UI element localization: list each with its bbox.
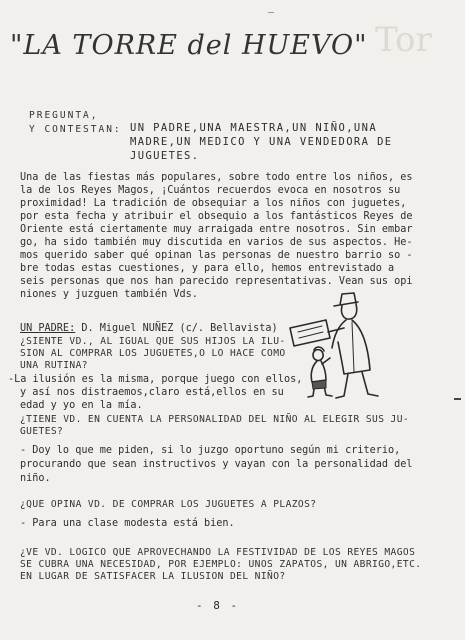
paragraph-line: Oriente está ciertamente muy arraigada entre nosotros. Sin embar [20,224,413,235]
question-line: ¿QUE OPINA VD. DE COMPRAR LOS JUGUETES A PLAZOS? [20,499,317,510]
question-line: GUETES? [20,426,64,437]
question-line: ¿SIENTE VD., AL IGUAL QUE SUS HIJOS LA ILU- [20,336,286,347]
toy-box-shape [290,320,330,346]
intro-label-pregunta: PREGUNTA, [29,110,99,121]
intro-respondents: UN PADRE,UNA MAESTRA,UN NIÑO,UNA MADRE,UN MEDICO Y UNA VENDEDORA DE JUGUETES. [130,122,393,162]
question-line: EN LUGAR DE SATISFACER LA ILUSION DEL NIÑO? [20,571,286,582]
paragraph-line: niones y juzguen también Vds. [20,289,198,300]
answer-line: - Para una clase modesta está bien. [20,518,235,529]
question-line: UNA RUTINA? [20,360,88,371]
father-child-illustration [286,292,386,404]
speaker-line [20,322,278,335]
question-line: SION AL COMPRAR LOS JUGUETES,O LO HACE COMO [20,348,286,359]
question-line: ¿TIENE VD. EN CUENTA LA PERSONALIDAD DEL NIÑO AL ELEGIR SUS JU- [20,414,410,425]
bleed-through-text: Tor [375,20,432,60]
paragraph-line: bre todas estas cuestiones, y para ello, hemos entrevistado a [20,263,395,274]
page-title: "LA TORRE del HUEVO" [10,30,368,61]
margin-mark [454,398,461,400]
top-tick-mark [268,12,274,13]
paragraph-line: seis personas que nos han parecido representativas. Vean sus opi [20,276,413,287]
question-line: SE CUBRA UNA NECESIDAD, POR EJEMPLO: UNOS ZAPATOS, UN ABRIGO,ETC. [20,559,422,570]
question-line: ¿VE VD. LOGICO QUE APROVECHANDO LA FESTIVIDAD DE LOS REYES MAGOS [20,547,416,558]
speaker-label: UN PADRE: [20,323,76,334]
intro-label-contestan: Y CONTESTAN: [29,124,122,135]
page-number: - 8 - [196,599,240,612]
paragraph-line: mos querido saber qué opinan las personas de nuestro barrio so - [20,250,413,261]
answer-line: -La ilusión es la misma, porque juego con ellos, [8,374,303,385]
paragraph-line: por esta fecha y atribuir el obsequio a los fantásticos Reyes de [20,211,413,222]
answer-line: procurando que sean instructivos y vayan con la personalidad del [20,459,413,470]
paragraph-line: proximidad! La tradición de obsequiar a los niños con juguetes, [20,198,407,209]
paragraph-line: Una de las fiestas más populares, sobre todo entre los niños, es [20,172,413,183]
paragraph-line: la de los Reyes Magos, ¡Cuántos recuerdos evoca en nosotros su [20,185,401,196]
answer-line: edad y yo en la mía. [20,400,143,411]
speaker-name: D. Miguel NUÑEZ (c/. Bellavista) [75,323,278,334]
answer-line: niño. [20,473,51,484]
answer-line: - Doy lo que me piden, si lo juzgo oportuno según mi criterio, [20,445,401,456]
paragraph-line: go, ha sido también muy discutida en varios de sus aspectos. He- [20,237,413,248]
answer-line: y así nos distraemos,claro está,ellos en su [20,387,284,398]
